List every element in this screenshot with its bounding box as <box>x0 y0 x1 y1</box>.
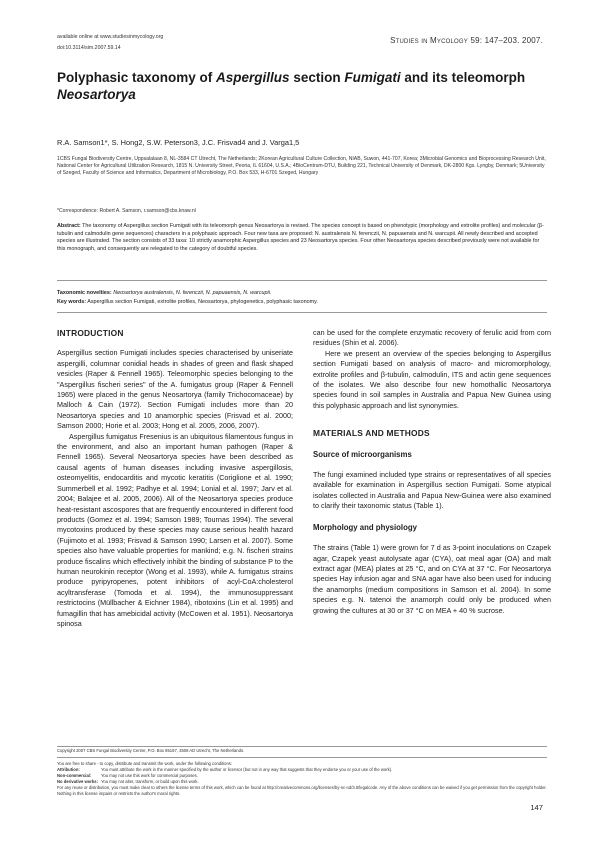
intro-paragraph-1: Aspergillus section Fumigati includes species characterised by uniseriate aspergilli, columnar conidial heads in shades of green and flask shaped vesicles (Raper & Fennell 1965). Teleomorphic species belonging to the "Aspergillus fischeri series" of the A. fumigatus group (Raper & Fennell 1965) were placed in the genus Neosartorya (family Trichocomaceae) by Malloch & Cain (1972). Section Fumigati includes more than 20 Neosartorya species and 10 anamorphic species (Frisvad et al. 2000; Samson 2000; Horie et al. 2003; Hong et al. 2005, 2006, 2007). <box>57 348 293 431</box>
novelties-text: Neosartorya australensis, N. ferenczii, N. papuaensis, N. warcupii. <box>113 290 272 296</box>
divider <box>57 280 547 281</box>
key-words <box>57 298 547 306</box>
doi: doi:10.3114/sim.2007.59.14 <box>57 45 121 51</box>
footer-divider <box>57 746 547 747</box>
title-part: and its teleomorph <box>400 70 526 85</box>
keywords-label: Key words: <box>57 299 87 305</box>
intro-paragraph-3: can be used for the complete enzymatic recovery of ferulic acid from corn residues (Shin et al. 2006). <box>313 328 551 348</box>
journal-name: Studies in Mycology <box>390 36 468 45</box>
methods-paragraph-1: The fungi examined included type strains or representatives of all species available for examination in Aspergillus section Fumigati. Some atypical isolates collected in Australia and Papua New-Guinea were also examined to clarify their taxonomic status (Table 1). <box>313 470 551 511</box>
authors: R.A. Samson1*, S. Hong2, S.W. Peterson3, J.C. Frisvad4 and J. Varga1,5 <box>57 138 300 147</box>
page-title <box>57 69 557 103</box>
abstract-text: The taxonomy of Aspergillus section Fumigati with its teleomorph genus Neosartorya is revised. The species concept is based on phenotypic (morphology and extrolite profiles) and molecular (β-tubulin and calmodulin gene sequences) characters in a polyphasic approach. Four new taxa are proposed: N. australensis N. ferenczii, N. papuaensis and N. warcupii. All newly described and accepted species are illustrated. The section consists of 33 taxa: 10 strictly anamorphic Aspergillus species and 23 Neosartorya species. Four other Neosartorya species described previously were not available for this monograph, and consequently are relegated to the category of doubtful species. <box>57 223 544 252</box>
license-reuse: For any reuse or distribution, you must make clear to others the license terms of this work, which can be found at http://creativecommons.org/licenses/by-nc-nd/3.0/legalcode. Any of the above conditions can be waived if you get permission from the copyright holder. Nothing in this license impairs or restricts the author's moral rights. <box>57 785 547 797</box>
novelties-label: Taxonomic novelties: <box>57 290 112 296</box>
taxonomic-novelties <box>57 289 547 297</box>
right-column <box>313 328 551 616</box>
title-section: Fumigati <box>344 70 401 85</box>
license-text: You must attribute the work in the manner specified by the author or licensor (but not in any way that suggests that they endorse you or your use of the work). <box>101 767 393 773</box>
intro-paragraph-4: Here we present an overview of the species belonging to Aspergillus section Fumigati based on analysis of macro- and micromorphology, extrolite profiles and β-tubulin, calmodulin, ITS and actin gene sequences of the isolates. We also describe four new homothallic Neosartorya species found in soil samples in Australia and Papua New Guinea using this polyphasic approach and list synonymies. <box>313 348 551 410</box>
license-intro: You are free to share - to copy, distribute and transmit the work, under the following conditions: <box>57 761 233 766</box>
license-label: No derivative works: <box>57 779 98 785</box>
methods-heading: MATERIALS AND METHODS <box>313 428 430 439</box>
title-genus: Aspergillus <box>216 70 290 85</box>
license-text: You may not use this work for commercial purposes. <box>101 773 198 779</box>
license-label: Non-commercial: <box>57 773 92 779</box>
abstract-label: Abstract: <box>57 223 81 229</box>
title-part: section <box>289 70 345 85</box>
affiliations: 1CBS Fungal Biodiversity Centre, Uppsalalaan 8, NL-3584 CT Utrecht, The Netherlands; 2Korean Agricultural Culture Collection, NIAB, Suwon, 441-707, Korea; 3Microbial Genomics and Bioprocessing Research Unit, National Center for Agricultural Utilization Research, 1815 N. University Street, Peoria, IL 61604, U.S.A.; 4BioCentrum-DTU, Building 221, Technical University of Denmark, DK-2800 Kgs. Lyngby, Denmark; 5University of Szeged, Faculty of Science and Informatics, Department of Microbiology, P.O. Box 533, H-6701 Szeged, Hungary <box>57 156 546 177</box>
divider <box>57 312 547 313</box>
correspondence: *Correspondence: Robert A. Samson, r.samson@cbs.knaw.nl <box>57 208 196 214</box>
abstract <box>57 223 547 253</box>
page-number: 147 <box>530 803 543 812</box>
copyright: Copyright 2007 CBS Fungal Biodiversity Centre, P.O. Box 85167, 3508 AD Utrecht, The Netherlands. <box>57 748 245 753</box>
license-label: Attribution: <box>57 767 80 773</box>
title-part: Polyphasic taxonomy of <box>57 70 217 85</box>
license-text: You may not alter, transform, or build upon this work. <box>101 779 199 785</box>
title-teleomorph: Neosartorya <box>57 87 136 102</box>
footer-divider <box>57 757 547 758</box>
left-column <box>57 328 293 629</box>
keywords-text: Aspergillus section Fumigati, extrolite profiles, Neosartorya, phylogenetics, polyphasic taxonomy. <box>87 299 318 305</box>
methods-subheading-source: Source of microorganisms <box>313 449 412 459</box>
methods-paragraph-2: The strains (Table 1) were grown for 7 d as 3-point inoculations on Czapek agar, Czapek yeast autolysate agar (CYA), oat meal agar (OA) and malt extract agar (MEA) plates at 25 °C, and on CYA at 37 °C. For Neosartorya species Hay infusion agar and SNA agar have also been used for inducing the anamorphs (medium compositions in Samson et al. 2004). In some species e.g. N. tatenoi the anamorph could only be produced when growing the cultures at 30 or 37 °C on MEA + 40 % sucrose. <box>313 543 551 615</box>
methods-subheading-morphology: Morphology and physiology <box>313 522 417 532</box>
intro-paragraph-2: Aspergillus fumigatus Fresenius is an ubiquitous filamentous fungus in the environment, and also an important human pathogen (Raper & Fennell 1965). Several Neosartorya species have been described as causal agents of human diseases including invasive aspergillosis, osteomyelitis, endocarditis and mycotic keratitis (Coriglione et al. 1990; Summerbell et al. 1992; Padhye et al. 1994; Lonial et al. 1997; Jarv et al. 2004; Balajee et al. 2005, 2006). All of the Neosartorya species produce heat-resistant ascospores that are frequently encountered in different food products (Gomez et al. 1994; Samson 1989; Tournas 1994). The several mycotoxins produced by these species may cause serious health hazard (Fujimoto et al. 1993; Frisvad & Samson 1990; Larsen et al. 2007). Some species also have valuable properties for mankind; e.g. N. fischeri strains produce fiscalins which effectively inhibit the binding of substance P to the human neurokinin receptor (Wong et al. 1993), while A. fumigatus strains produce pyripyropenes, potent inhibitors of acyl-CoA:cholesterol acyltransferase (Tomoda et al. 1994), the immunosuppressant restrictocins (Müllbacher & Eichner 1984), ribotoxins (Lin et al. 1995) and fumagillin that has amebicidal activity (McCowen et al. 1951). Neosartorya spinosa <box>57 431 293 628</box>
journal-pages: 59: 147–203. 2007. <box>470 36 543 45</box>
journal-site: available online at www.studiesinmycology.org <box>57 34 164 40</box>
intro-heading: INTRODUCTION <box>57 328 124 338</box>
journal-citation <box>390 36 543 45</box>
license-block <box>57 761 547 798</box>
